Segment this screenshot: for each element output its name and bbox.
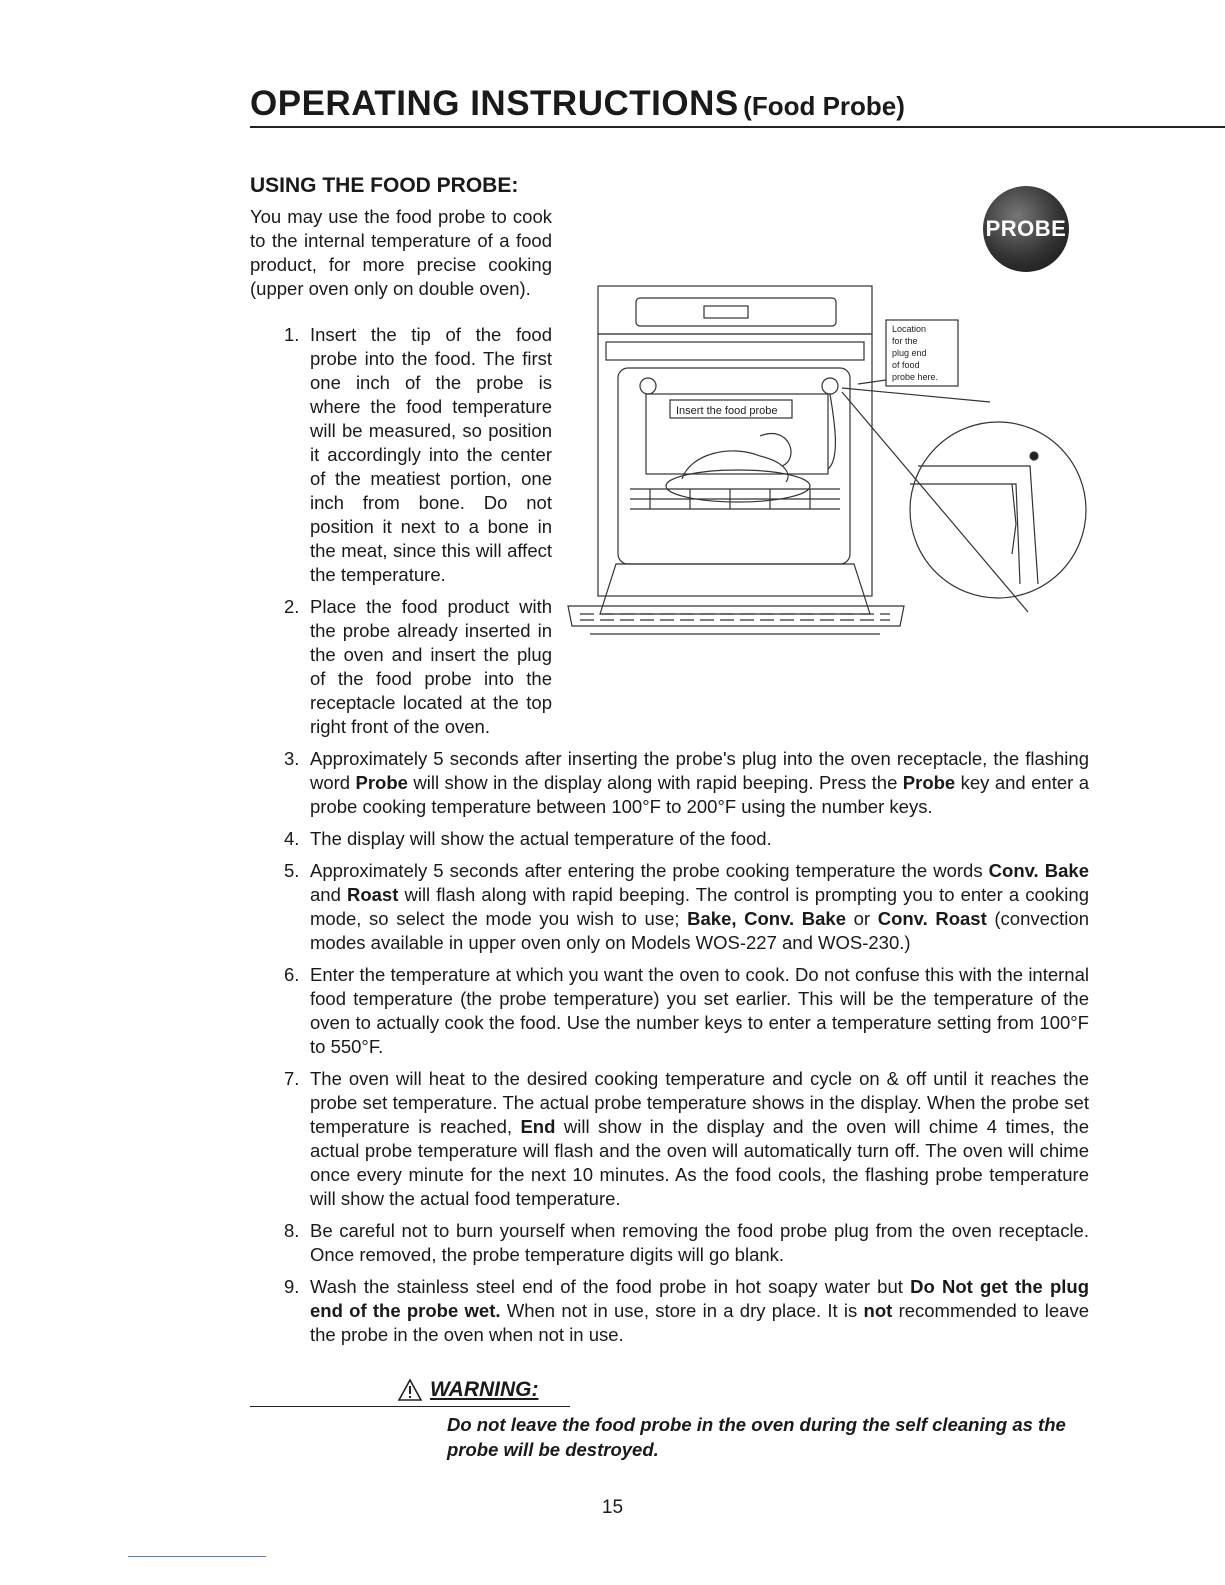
- warning-rule: [250, 1406, 570, 1407]
- step-number: 1.: [284, 324, 300, 345]
- step-text: Insert the tip of the food probe into the food. The first one inch of the probe is where the food temperature will be measured, so position it accordingly into the center of the meatiest portion, one inch from bone. Do not position it next to a bone in the meat, since this will affect the temperature.: [310, 324, 552, 585]
- page-title: [250, 84, 1225, 128]
- step-number: 3.: [284, 748, 300, 769]
- step-8: [284, 1219, 1089, 1267]
- step-text: Place the food product with the probe already inserted in the oven and insert the plug of the food probe into the receptacle located at the top right front of the oven.: [310, 596, 552, 737]
- step-7: 7. The oven will heat to the desired cooking temperature and cycle on & off until it reaches the probe set temperature. The actual probe temperature shows in the display. When the probe set temperature is reached, End will show in the display and the oven will chime 4 times, the actual probe temperature will flash and the oven will automatically turn off. The oven will chime once every minute for the next 10 minutes. As the food cools, the flashing probe temperature will show the actual food temperature.: [284, 1068, 1089, 1209]
- callout-insert-probe: Insert the food probe: [676, 405, 778, 417]
- warning-text: Do not leave the food probe in the oven during the self cleaning as the probe will be destroyed.: [447, 1414, 1066, 1460]
- warning-heading: [398, 1378, 539, 1402]
- step-9: 9. Wash the stainless steel end of the food probe in hot soapy water but Do Not get the plug end of the probe wet. When not in use, store in a dry place. It is not recommended to leave the probe in the oven when not in use.: [284, 1276, 1089, 1345]
- step-text: The display will show the actual temperature of the food.: [310, 828, 772, 849]
- page-title-subtitle: (Food Probe): [743, 91, 905, 121]
- step-5: 5. Approximately 5 seconds after entering the probe cooking temperature the words Conv. Bake and Roast will flash along with rapid beeping. The control is prompting you to enter a cooking mode, so select the mode you wish to use; Bake, Conv. Bake or Conv. Roast (convection modes available in upper oven only on Models WOS-227 and WOS-230.): [284, 860, 1089, 953]
- step-3: 3. Approximately 5 seconds after inserting the probe's plug into the oven receptacle, the flashing word Probe will show in the display along with rapid beeping. Press the Probe key and enter a probe cooking temperature between 100°F to 200°F using the number keys.: [284, 748, 1089, 817]
- step-1: [284, 323, 552, 587]
- intro-paragraph: You may use the food probe to cook to the internal temperature of a food product, for more precise cooking (upper oven only on double oven).: [250, 206, 552, 299]
- step-text: Enter the temperature at which you want the oven to cook. Do not confuse this with the internal food temperature (the probe temperature) you set earlier. This will be the temperature of the oven to actually cook the food. Use the number keys to enter a temperature setting from 100°F to 550°F.: [310, 964, 1089, 1057]
- step-4: [284, 827, 1089, 851]
- callout-location-line: Location: [892, 324, 927, 334]
- warning-label: WARNING:: [430, 1378, 539, 1401]
- step-number: 5.: [284, 860, 300, 881]
- page-number: 15: [601, 1497, 624, 1518]
- page-title-main: OPERATING INSTRUCTIONS: [250, 84, 739, 123]
- warning-triangle-icon: [398, 1379, 422, 1401]
- step-number: 6.: [284, 964, 300, 985]
- section-heading: USING THE FOOD PROBE:: [250, 174, 519, 197]
- probe-badge-icon: [983, 186, 1069, 272]
- step-2: [284, 595, 552, 739]
- probe-badge-label: PROBE: [985, 216, 1067, 241]
- step-6: [284, 963, 1089, 1059]
- step-number: 9.: [284, 1276, 300, 1297]
- callout-location-line: plug end: [892, 348, 927, 358]
- step-number: 4.: [284, 828, 300, 849]
- step-text: Be careful not to burn yourself when removing the food probe plug from the oven receptacle. Once removed, the probe temperature digits will go blank.: [310, 1220, 1089, 1265]
- footer-rule: [128, 1556, 266, 1557]
- callout-location-line: of food: [892, 360, 920, 370]
- step-number: 2.: [284, 596, 300, 617]
- callout-location-line: for the: [892, 336, 918, 346]
- step-number: 8.: [284, 1220, 300, 1241]
- callout-location-line: probe here.: [892, 372, 939, 382]
- steps-list: [284, 323, 1089, 1355]
- step-number: 7.: [284, 1068, 300, 1089]
